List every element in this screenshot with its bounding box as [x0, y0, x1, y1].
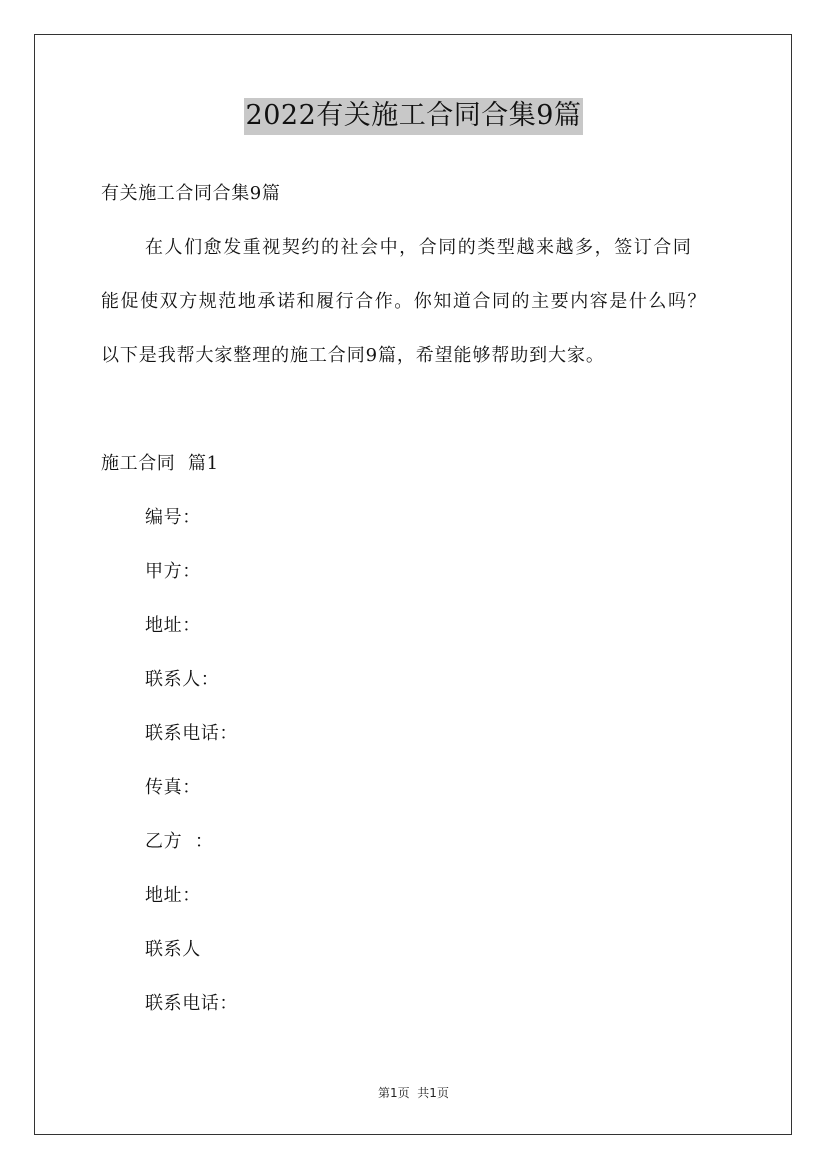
field-party-b-address: 地址： [145, 885, 201, 906]
page-number: 第1页 共1页 [378, 1086, 449, 1100]
intro-paragraph-line-1: 在人们愈发重视契约的社会中，合同的类型越来越多，签订合同 [145, 237, 693, 258]
field-party-a-address: 地址： [145, 615, 201, 636]
section-heading: 施工合同 篇1 [101, 453, 219, 474]
page-footer [0, 1086, 827, 1100]
intro-paragraph-line-2: 能促使双方规范地承诺和履行合作。你知道合同的主要内容是什么吗？ [101, 291, 708, 312]
document-title-wrapper [0, 98, 827, 135]
field-party-a-fax: 传真： [145, 777, 201, 798]
document-subtitle: 有关施工合同合集9篇 [101, 183, 281, 204]
field-party-b-contact: 联系人 [145, 939, 201, 960]
document-title: 2022有关施工合同合集9篇 [244, 98, 584, 135]
field-party-b: 乙方 ： [145, 831, 214, 852]
field-party-a-phone: 联系电话： [145, 723, 238, 744]
intro-paragraph-line-3: 以下是我帮大家整理的施工合同9篇，希望能够帮助到大家。 [101, 345, 605, 366]
field-party-b-phone: 联系电话： [145, 993, 238, 1014]
field-party-a: 甲方： [145, 561, 201, 582]
field-contract-number: 编号： [145, 507, 201, 528]
field-party-a-contact: 联系人： [145, 669, 220, 690]
